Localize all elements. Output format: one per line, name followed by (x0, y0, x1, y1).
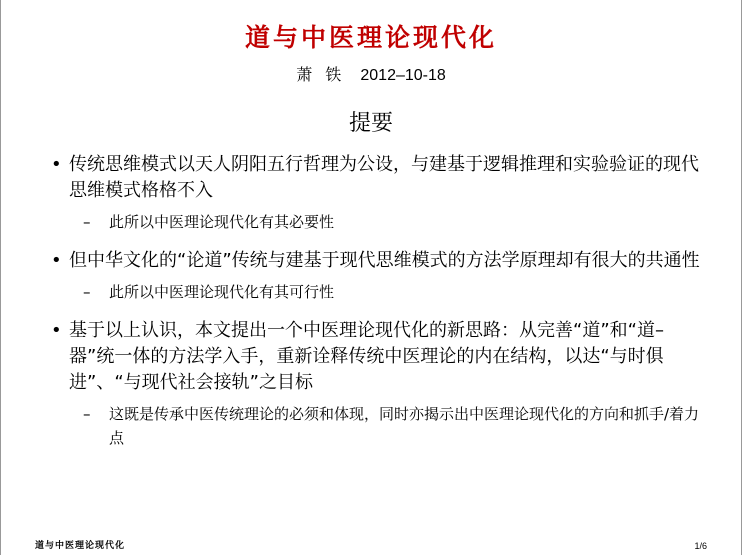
bullet-dot-icon: • (51, 250, 62, 271)
slide-title: 道与中医理论现代化 (244, 23, 497, 52)
bullet-dot-icon: • (51, 320, 62, 341)
bullet-text: 但中华文化的“论道”传统与建基于现代思维模式的方法学原理却有很大的共通性 (69, 250, 700, 271)
presentation-date: 2012–10-18 (360, 67, 446, 84)
sub-bullet-item (69, 210, 709, 234)
bullet-text: 基于以上认识，本文提出一个中医理论现代化的新思路：从完善“道”和“道–器”统一体的方法学入手，重新诠释传统中医理论的内在结构，以达“与时俱进”、“与现代社会接轨”之目标 (69, 320, 664, 393)
dash-icon: – (83, 283, 91, 301)
sub-bullet-text: 此所以中医理论现代化有其可行性 (109, 283, 335, 301)
sub-bullet-text: 此所以中医理论现代化有其必要性 (109, 213, 335, 231)
bullet-list (49, 152, 709, 464)
sub-bullet-item (69, 402, 709, 450)
bullet-item (49, 152, 709, 234)
sub-bullet-item (69, 280, 709, 304)
bullet-text: 传统思维模式以天人阴阳五行哲理为公设，与建基于逻辑推理和实验验证的现代思维模式格格不入 (69, 154, 699, 201)
page-number: 1/6 (694, 541, 707, 551)
dash-icon: – (83, 213, 91, 231)
footer-title: 道与中医理论现代化 (35, 541, 126, 551)
sub-bullet-text: 这既是传承中医传统理论的必须和体现，同时亦揭示出中医理论现代化的方向和抓手/着力点 (109, 405, 700, 447)
byline (1, 62, 741, 85)
abstract-heading: 提要 (348, 111, 393, 136)
bullet-item (49, 318, 709, 450)
bullet-item (49, 248, 709, 304)
dash-icon: – (83, 405, 91, 423)
bullet-dot-icon: • (51, 154, 62, 175)
author-name: 萧 铁 (296, 65, 346, 84)
